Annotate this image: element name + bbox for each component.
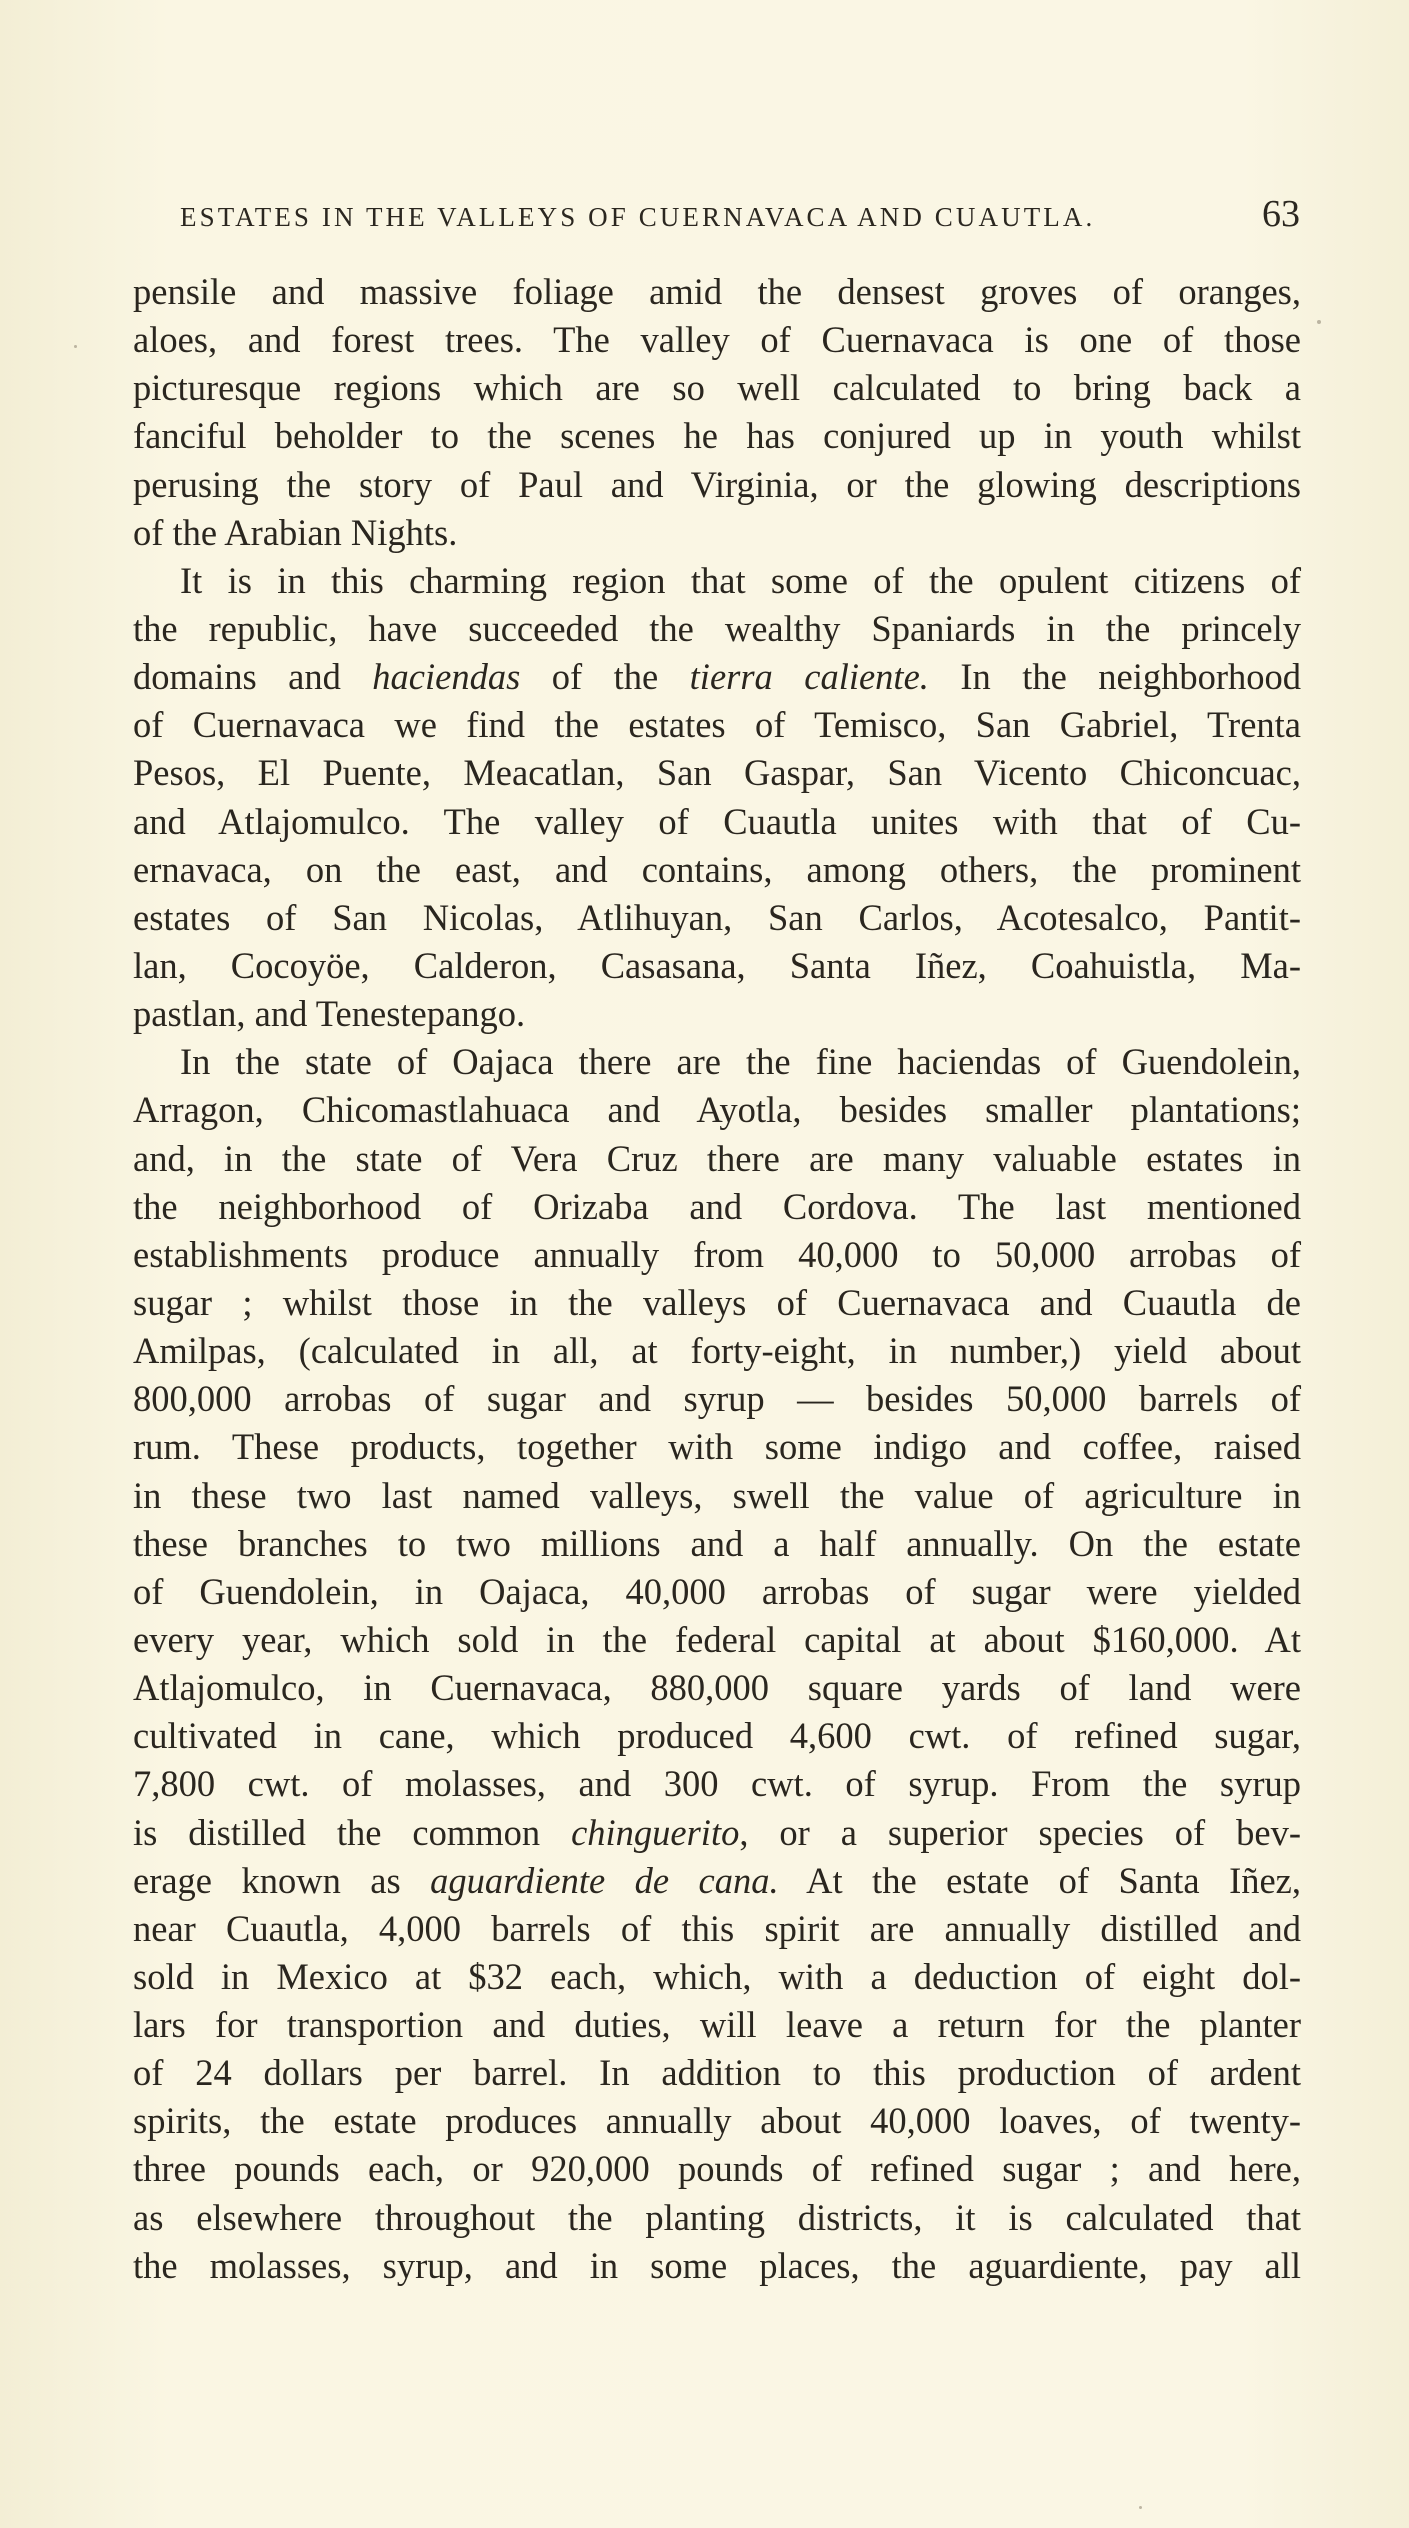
text-segment: perusing the story of Paul and Virginia, or the glowing descriptions <box>133 463 1301 505</box>
text-line <box>133 701 1301 749</box>
text-segment: In the neighborhood <box>928 656 1302 698</box>
text-line <box>133 1375 1301 1423</box>
text-segment: domains and <box>133 656 373 698</box>
text-segment: is distilled the common <box>133 1811 572 1853</box>
text-line <box>133 2049 1301 2097</box>
text-segment: In the state of Oajaca there are the fine haciendas of Guendolein, <box>180 1041 1301 1083</box>
text-line <box>133 1520 1301 1568</box>
text-segment: estates of San Nicolas, Atlihuyan, San Carlos, Acotesalco, Pantit- <box>133 896 1301 938</box>
italic-text: haciendas <box>372 656 521 698</box>
paper-speck <box>1317 320 1321 324</box>
text-segment: and Atlajomulco. The valley of Cuautla unites with that of Cu- <box>133 800 1301 842</box>
text-segment: rum. These products, together with some indigo and coffee, raised <box>133 1426 1301 1468</box>
text-line <box>133 653 1301 701</box>
text-segment: the republic, have succeeded the wealthy Spaniards in the princely <box>133 607 1301 649</box>
text-segment: Atlajomulco, in Cuernavaca, 880,000 square yards of land were <box>133 1667 1301 1709</box>
text-line <box>133 2242 1301 2290</box>
text-segment: Arragon, Chicomastlahuaca and Ayotla, besides smaller plantations; <box>133 1089 1301 1131</box>
text-segment: picturesque regions which are so well calculated to bring back a <box>133 367 1301 409</box>
text-segment: sold in Mexico at $32 each, which, with a deduction of eight dol- <box>133 1955 1301 1997</box>
text-line <box>133 1327 1301 1375</box>
text-line <box>133 1568 1301 1616</box>
text-segment: sugar ; whilst those in the valleys of Cuernavaca and Cuautla de <box>133 1281 1301 1323</box>
text-segment: 800,000 arrobas of sugar and syrup — besides 50,000 barrels of <box>133 1378 1301 1420</box>
text-segment: as elsewhere throughout the planting districts, it is calculated that <box>133 2196 1301 2238</box>
text-segment: of Guendolein, in Oajaca, 40,000 arrobas of sugar were yielded <box>133 1570 1301 1612</box>
text-line <box>133 749 1301 797</box>
text-line <box>133 1616 1301 1664</box>
italic-text: aguardiente de cana. <box>430 1859 779 1901</box>
text-line <box>133 2145 1301 2193</box>
text-segment: the neighborhood of Orizaba and Cordova. The last mentioned <box>133 1185 1301 1227</box>
text-line <box>133 990 1301 1038</box>
body-text <box>133 268 1301 2290</box>
text-segment: in these two last named valleys, swell the value of agriculture in <box>133 1474 1301 1516</box>
paper-speck <box>1139 2506 1142 2509</box>
text-line <box>133 316 1301 364</box>
paper-speck <box>74 345 77 348</box>
text-segment: pastlan, and Tenestepango. <box>133 993 526 1035</box>
text-line <box>133 1953 1301 2001</box>
text-segment: of 24 dollars per barrel. In addition to this production of ardent <box>133 2052 1301 2094</box>
text-line <box>133 2194 1301 2242</box>
text-segment: of Cuernavaca we find the estates of Temisco, San Gabriel, Trenta <box>133 704 1301 746</box>
text-line <box>133 894 1301 942</box>
text-segment: Amilpas, (calculated in all, at forty-eight, in number,) yield about <box>133 1330 1301 1372</box>
text-line <box>133 1760 1301 1808</box>
text-line <box>133 364 1301 412</box>
text-line <box>133 605 1301 653</box>
text-line <box>133 461 1301 509</box>
text-segment: fanciful beholder to the scenes he has conjured up in youth whilst <box>133 415 1301 457</box>
text-segment: of the <box>520 656 690 698</box>
text-line <box>133 2097 1301 2145</box>
text-line <box>133 1279 1301 1327</box>
text-segment: of the Arabian Nights. <box>133 511 458 553</box>
text-line <box>133 942 1301 990</box>
text-line <box>133 1472 1301 1520</box>
text-line <box>133 1712 1301 1760</box>
text-segment: and, in the state of Vera Cruz there are many valuable estates in <box>133 1137 1301 1179</box>
text-segment: pensile and massive foliage amid the densest groves of oranges, <box>133 271 1301 312</box>
text-segment: 7,800 cwt. of molasses, and 300 cwt. of syrup. From the syrup <box>133 1763 1301 1805</box>
text-segment: three pounds each, or 920,000 pounds of refined sugar ; and here, <box>133 2148 1301 2190</box>
text-line <box>133 509 1301 557</box>
text-segment: spirits, the estate produces annually about 40,000 loaves, of twenty- <box>133 2100 1301 2142</box>
text-segment: the molasses, syrup, and in some places, the aguardiente, pay all <box>133 2244 1301 2286</box>
text-line <box>133 1135 1301 1183</box>
text-segment: aloes, and forest trees. The valley of Cuernavaca is one of those <box>133 319 1301 361</box>
text-line <box>133 412 1301 460</box>
text-segment: It is in this charming region that some of the opulent citizens of <box>180 559 1301 601</box>
text-line <box>133 1905 1301 1953</box>
text-line <box>133 1231 1301 1279</box>
text-line <box>133 1183 1301 1231</box>
text-line <box>133 268 1301 316</box>
text-segment: lan, Cocoyöe, Calderon, Casasana, Santa Iñez, Coahuistla, Ma- <box>133 944 1301 986</box>
text-segment: near Cuautla, 4,000 barrels of this spirit are annually distilled and <box>133 1907 1301 1949</box>
page-number: 63 <box>1262 193 1300 235</box>
text-line <box>133 1423 1301 1471</box>
text-segment: lars for transportion and duties, will leave a return for the planter <box>133 2004 1301 2046</box>
italic-text: tierra caliente. <box>689 656 929 698</box>
running-header <box>180 192 1300 242</box>
text-segment: erage known as <box>133 1859 431 1901</box>
text-line <box>133 1038 1301 1086</box>
text-segment: Pesos, El Puente, Meacatlan, San Gaspar, San Vicento Chiconcuac, <box>133 752 1301 794</box>
text-line <box>133 2001 1301 2049</box>
text-line <box>133 557 1301 605</box>
text-segment: ernavaca, on the east, and contains, among others, the prominent <box>133 848 1301 890</box>
text-line <box>133 1086 1301 1134</box>
text-line <box>133 798 1301 846</box>
text-line <box>133 1857 1301 1905</box>
running-title: ESTATES IN THE VALLEYS OF CUERNAVACA AND CUAUTLA. <box>180 202 1096 232</box>
text-segment: cultivated in cane, which produced 4,600 cwt. of refined sugar, <box>133 1715 1301 1757</box>
text-segment: At the estate of Santa Iñez, <box>778 1859 1301 1901</box>
text-line <box>133 846 1301 894</box>
text-segment: these branches to two millions and a half annually. On the estate <box>133 1522 1301 1564</box>
text-segment: establishments produce annually from 40,000 to 50,000 arrobas of <box>133 1233 1301 1275</box>
text-segment: every year, which sold in the federal capital at about $160,000. At <box>133 1618 1301 1660</box>
text-line <box>133 1664 1301 1712</box>
italic-text: chinguerito <box>571 1811 740 1853</box>
text-segment: , or a superior species of bev- <box>739 1811 1302 1853</box>
text-line <box>133 1809 1301 1857</box>
